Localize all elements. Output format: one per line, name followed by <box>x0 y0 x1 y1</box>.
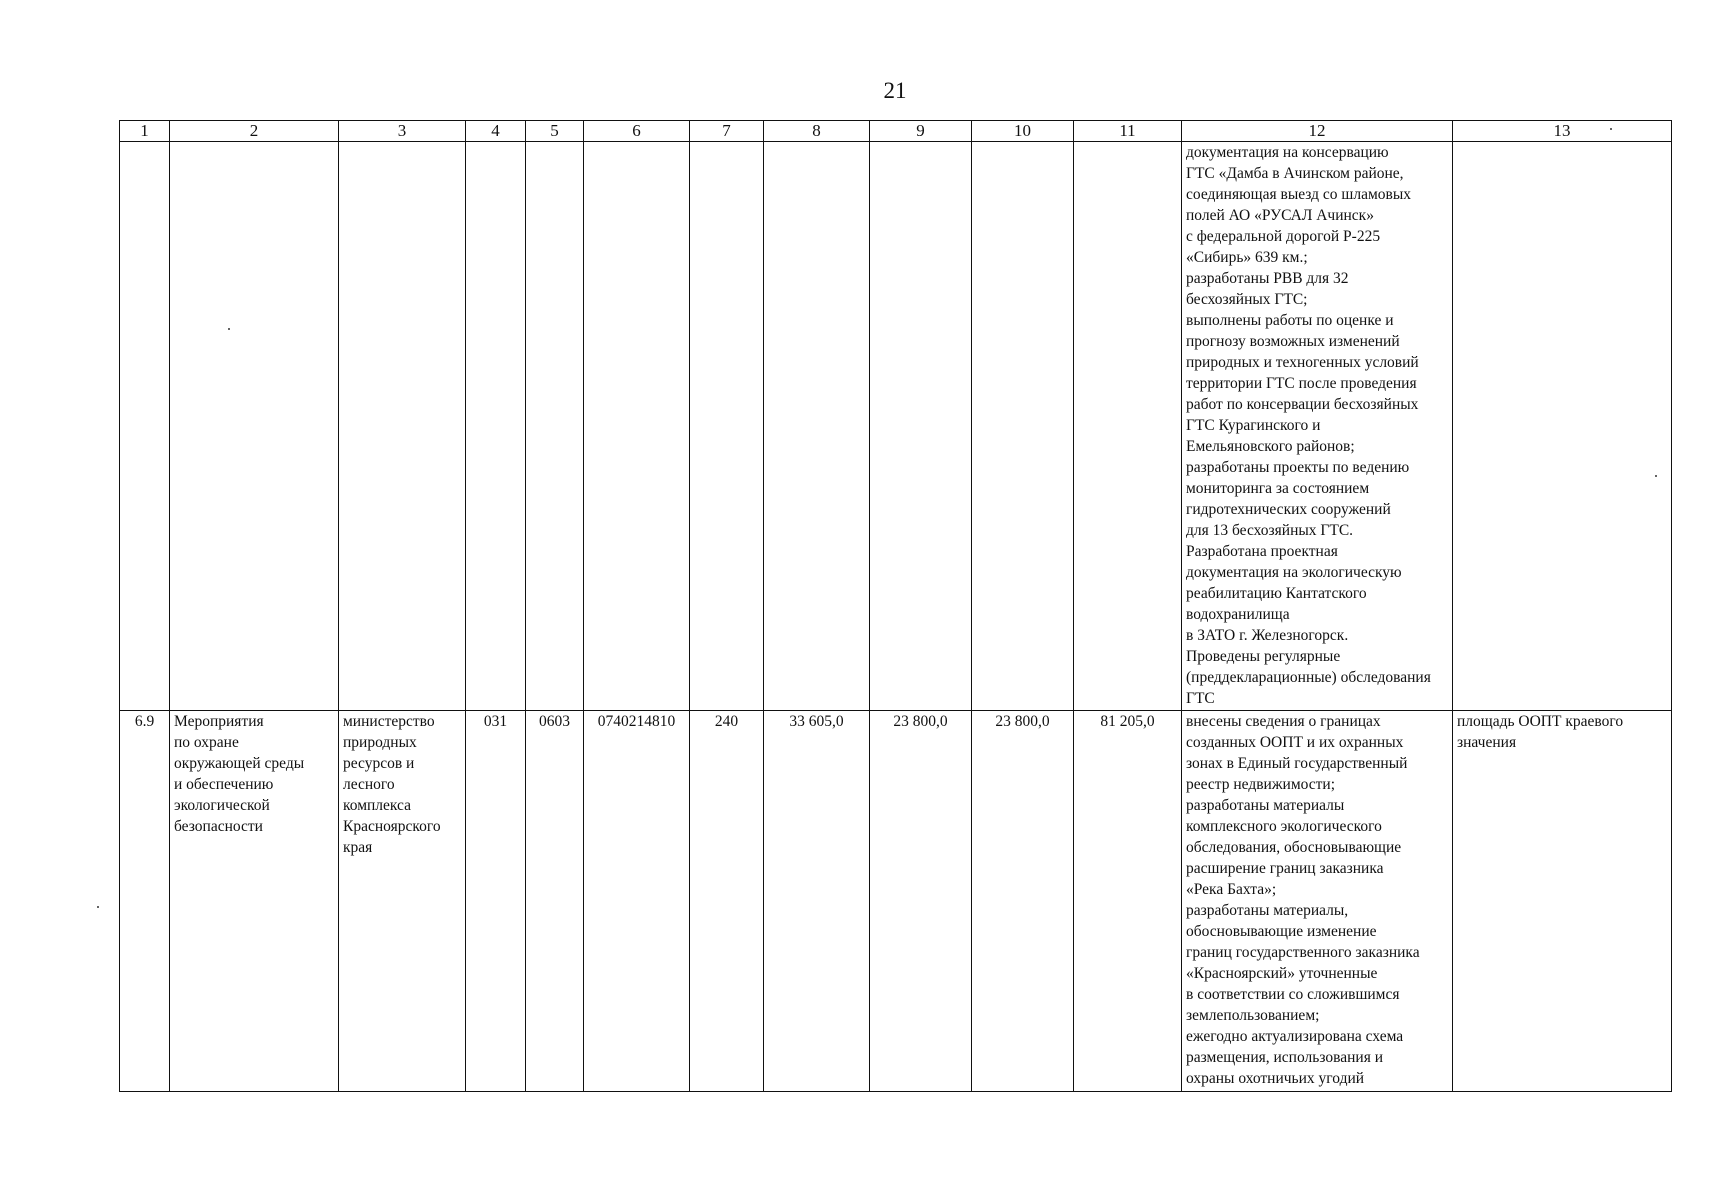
text-line: Проведены регулярные <box>1186 648 1341 665</box>
results-text <box>1186 711 1448 1089</box>
text-line: границ государственного заказника <box>1186 944 1420 961</box>
table-cell <box>170 142 339 711</box>
text-line: землепользованием; <box>1186 1007 1320 1024</box>
text-line: природных <box>343 734 417 751</box>
amount-total-cell: 81 205,0 <box>1074 711 1182 1092</box>
text-line: Мероприятия <box>174 713 264 730</box>
amount-cell-10: 23 800,0 <box>972 711 1074 1092</box>
amount-cell-9: 23 800,0 <box>870 711 972 1092</box>
text-line: бесхозяйных ГТС; <box>1186 291 1308 308</box>
text-line: разработаны материалы <box>1186 797 1345 814</box>
text-line: экологической <box>174 797 270 814</box>
column-header-6: 6 <box>584 121 690 142</box>
table-row-6-9 <box>120 711 1672 1092</box>
results-cell <box>1182 711 1453 1092</box>
column-header-1: 1 <box>120 121 170 142</box>
scan-speck <box>97 906 99 908</box>
text-line: прогнозу возможных изменений <box>1186 333 1400 350</box>
text-line: соединяющая выезд со шламовых <box>1186 186 1411 203</box>
text-line: ежегодно актуализирована схема <box>1186 1028 1404 1045</box>
text-line: размещения, использования и <box>1186 1049 1383 1066</box>
text-line: Разработана проектная <box>1186 543 1338 560</box>
text-line: окружающей среды <box>174 755 305 772</box>
table-cell <box>339 142 466 711</box>
column-header-8: 8 <box>764 121 870 142</box>
text-line: (преддекларационные) обследования <box>1186 669 1431 686</box>
scan-speck <box>1610 128 1612 130</box>
scan-speck <box>228 328 230 330</box>
activity-name-text <box>174 711 334 837</box>
column-header-4: 4 <box>466 121 526 142</box>
text-line: лесного <box>343 776 395 793</box>
text-line: документация на консервацию <box>1186 144 1389 161</box>
text-line: с федеральной дорогой Р-225 <box>1186 228 1381 245</box>
table-cell <box>1453 142 1672 711</box>
column-header-11: 11 <box>1074 121 1182 142</box>
text-line: в соответствии со сложившимся <box>1186 986 1400 1003</box>
text-line: разработаны проекты по ведению <box>1186 459 1410 476</box>
code-expense-type-cell: 240 <box>690 711 764 1092</box>
text-line: полей АО «РУСАЛ Ачинск» <box>1186 207 1374 224</box>
text-line: документация на экологическую <box>1186 564 1402 581</box>
text-line: безопасности <box>174 818 263 835</box>
responsible-cell <box>339 711 466 1092</box>
text-line: по охране <box>174 734 239 751</box>
text-line: и обеспечению <box>174 776 274 793</box>
amount-cell-8: 33 605,0 <box>764 711 870 1092</box>
text-line: комплексного экологического <box>1186 818 1382 835</box>
responsible-text <box>343 711 461 858</box>
table-row-continuation <box>120 142 1672 711</box>
text-line: «Сибирь» 639 км.; <box>1186 249 1308 266</box>
text-line: гидротехнических сооружений <box>1186 501 1391 518</box>
text-line: территории ГТС после проведения <box>1186 375 1417 392</box>
text-line: обосновывающие изменение <box>1186 923 1377 940</box>
indicator-text <box>1457 711 1667 753</box>
activity-name-cell <box>170 711 339 1092</box>
text-line: «Река Бахта»; <box>1186 881 1277 898</box>
column-header-3: 3 <box>339 121 466 142</box>
text-line: обследования, обосновывающие <box>1186 839 1402 856</box>
text-line: работ по консервации бесхозяйных <box>1186 396 1419 413</box>
code-grbs-cell: 031 <box>466 711 526 1092</box>
column-number-header-row <box>120 121 1672 142</box>
text-line: ГТС Курагинского и <box>1186 417 1321 434</box>
page-number: 21 <box>883 78 907 103</box>
table-cell <box>870 142 972 711</box>
scan-speck <box>1655 475 1657 477</box>
text-line: разработаны материалы, <box>1186 902 1349 919</box>
text-line: внесены сведения о границах <box>1186 713 1381 730</box>
indicator-cell <box>1453 711 1672 1092</box>
text-line: реестр недвижимости; <box>1186 776 1336 793</box>
text-line: значения <box>1457 734 1517 751</box>
column-header-2: 2 <box>170 121 339 142</box>
text-line: ресурсов и <box>343 755 415 772</box>
text-line: охраны охотничьих угодий <box>1186 1070 1365 1087</box>
table-cell <box>764 142 870 711</box>
text-line: водохранилища <box>1186 606 1290 623</box>
text-line: мониторинга за состоянием <box>1186 480 1370 497</box>
table-cell <box>584 142 690 711</box>
text-line: в ЗАТО г. Железногорск. <box>1186 627 1349 644</box>
table-cell <box>120 142 170 711</box>
text-line: расширение границ заказника <box>1186 860 1384 877</box>
text-line: площадь ООПТ краевого <box>1457 713 1624 730</box>
code-target-cell: 0740214810 <box>584 711 690 1092</box>
text-line: реабилитацию Кантатского <box>1186 585 1367 602</box>
text-line: природных и техногенных условий <box>1186 354 1419 371</box>
table-cell <box>526 142 584 711</box>
column-header-7: 7 <box>690 121 764 142</box>
text-line: разработаны РВВ для 32 <box>1186 270 1349 287</box>
row-number-cell: 6.9 <box>120 711 170 1092</box>
text-line: Красноярского <box>343 818 441 835</box>
table-cell <box>972 142 1074 711</box>
table-cell <box>690 142 764 711</box>
table-cell <box>466 142 526 711</box>
column-header-9: 9 <box>870 121 972 142</box>
text-line: для 13 бесхозяйных ГТС. <box>1186 522 1354 539</box>
table-cell <box>1074 142 1182 711</box>
text-line: ГТС «Дамба в Ачинском районе, <box>1186 165 1404 182</box>
column-header-12: 12 <box>1182 121 1453 142</box>
text-line: зонах в Единый государственный <box>1186 755 1408 772</box>
text-line: комплекса <box>343 797 412 814</box>
text-line: «Красноярский» уточненные <box>1186 965 1378 982</box>
column-header-5: 5 <box>526 121 584 142</box>
text-line: Емельяновского районов; <box>1186 438 1355 455</box>
text-line: ГТС <box>1186 690 1215 707</box>
program-activities-table <box>119 120 1672 1092</box>
results-cell <box>1182 142 1453 711</box>
text-line: края <box>343 839 373 856</box>
text-line: выполнены работы по оценке и <box>1186 312 1394 329</box>
text-line: созданных ООПТ и их охранных <box>1186 734 1404 751</box>
code-section-cell: 0603 <box>526 711 584 1092</box>
column-header-13: 13 <box>1453 121 1672 142</box>
text-line: министерство <box>343 713 435 730</box>
column-header-10: 10 <box>972 121 1074 142</box>
results-text <box>1186 142 1448 709</box>
